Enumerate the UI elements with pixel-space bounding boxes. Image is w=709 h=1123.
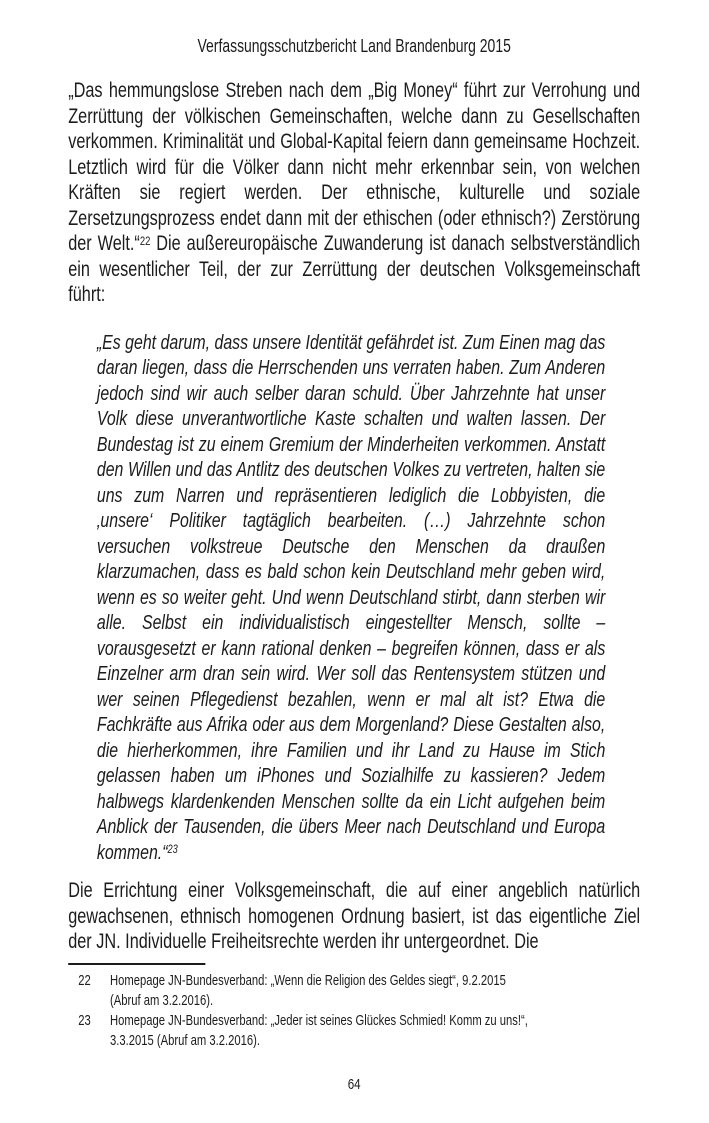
footnote-divider [68, 963, 205, 965]
footnote-section [68, 963, 640, 1051]
footnote-text: Homepage JN-Bundesverband: „Wenn die Religion des Geldes siegt“, 9.2.2015 (Abruf am 3.2.2016). [110, 973, 506, 1009]
footnote-item [68, 971, 640, 1011]
footnote-number: 22 [78, 973, 91, 989]
paragraph-intro-text-before-ref: „Das hemmungslose Streben nach dem „Big Money“ führt zur Verrohung und Zerrüttung der völkischen Gemeinschaften, welche dann zu Gesellschaften verkommen. Kriminalität und Global-Kapital feiern dann gemeinsame Hochzeit. Letztlich wird für die Völker dann nicht mehr erkennbar sein, von welchen Kräften sie regiert werden. Der ethnische, kulturelle und soziale Zersetzungsprozess endet dann mit der ethischen (oder ethnisch?) Zerstörung der Welt.“ [68, 79, 641, 255]
footnote-ref-23: 23 [167, 842, 178, 857]
footnote-ref-22: 22 [139, 233, 151, 248]
paragraph-conclusion: Die Errichtung einer Volksgemeinschaft, die auf einer angeblich natürlich gewachsenen, ethnisch homogenen Ordnung basiert, ist das eigentliche Ziel der JN. Individuelle Freiheitsrechte werden ihr untergeordnet. Die [68, 879, 641, 953]
block-quote-text: „Es geht darum, dass unsere Identität gefährdet ist. Zum Einen mag das daran liegen, dass die Herrschenden uns verraten haben. Zum Anderen jedoch sind wir auch selber daran schuld. Über Jahrzehnte hat unser Volk diese unverantwortliche Kaste schalten und walten lassen. Der Bundestag ist zu einem Gremium der Minderheiten verkommen. Anstatt den Willen und das Antlitz des deutschen Volkes zu vertreten, halten sie uns zum Narren und repräsentieren lediglich die Lobbyisten, die ‚unsere‘ Politiker tagtäglich bearbeiten. (…) Jahrzehnte schon versuchen volkstreue Deutsche den Menschen da draußen klarzumachen, dass es bald schon kein Deutschland mehr geben wird, wenn es so weiter geht. Und wenn Deutschland stirbt, dann sterben wir alle. Selbst ein individualistisch eingestellter Mensch, sollte – vorausgesetzt er kann rational denken – begreifen können, dass er als Einzelner arm dran sein wird. Wer soll das Rentensystem stützen und wer seinen Pflegedienst bezahlen, wenn er mal alt ist? Etwa die Fachkräfte aus Afrika oder aus dem Morgenland? Diese Gestalten also, die hierherkommen, ihre Familien und ihr Land zu Hause im Stich gelassen haben um iPhones und Sozialhilfe zu kassieren? Jedem halbwegs klardenkenden Menschen sollte da ein Licht aufgehen beim Anblick der Tausenden, die übers Meer nach Deutschland und Europa kommen.“ [96, 330, 606, 864]
footnote-number: 23 [78, 1013, 91, 1029]
paragraph-intro [68, 78, 640, 308]
footnote-item [68, 1011, 640, 1051]
running-head: Verfassungsschutzbericht Land Brandenburg 2015 [197, 36, 511, 56]
footnote-text: Homepage JN-Bundesverband: „Jeder ist seines Glückes Schmied! Komm zu uns!“, 3.3.2015 (Abruf am 3.2.2016). [110, 1013, 528, 1049]
page-number: 64 [347, 1076, 361, 1093]
paragraph-intro-text-after-ref: Die außereuropäische Zuwanderung ist danach selbstverständlich ein wesentlicher Teil, der zur Zerrüttung der deutschen Volksgemeinschaft führt: [68, 232, 641, 306]
block-quote [97, 330, 605, 866]
